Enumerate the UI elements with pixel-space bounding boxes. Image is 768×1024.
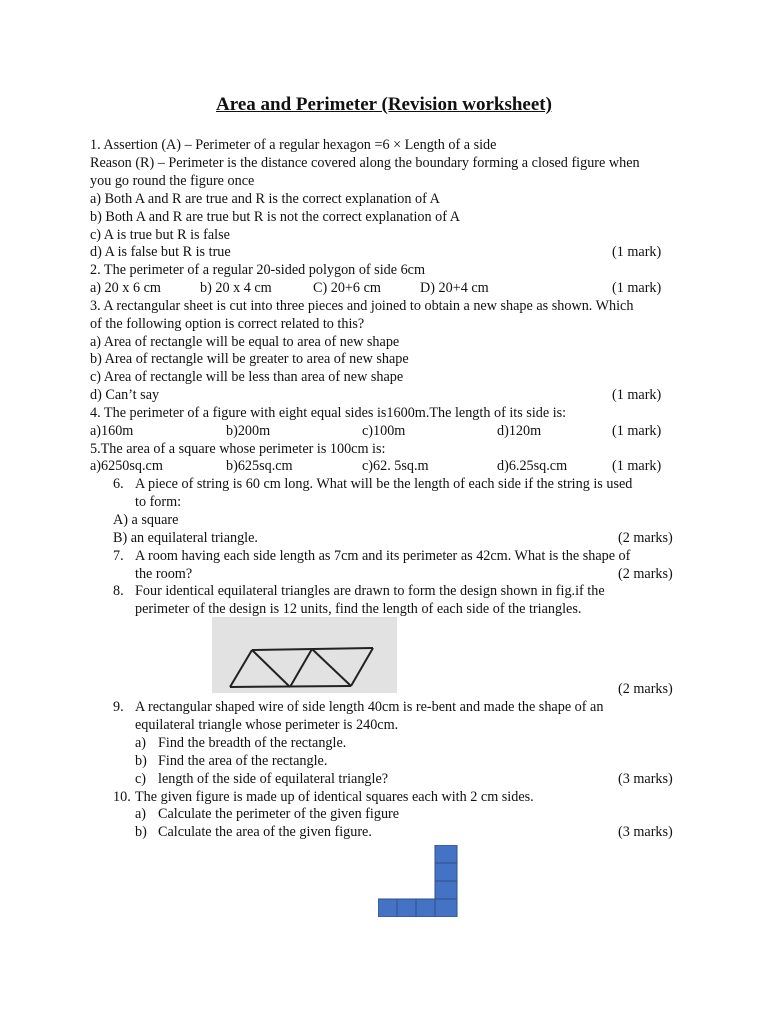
q4-option-c: c)100m — [362, 423, 406, 439]
q8-marks: (2 marks) — [618, 681, 673, 697]
q10-line-1: The given figure is made up of identical squares each with 2 cm sides. — [135, 789, 534, 805]
q9-option-a-label: a) — [135, 735, 147, 751]
q10-square — [435, 863, 457, 881]
q3-line-2: of the following option is correct related to this? — [90, 316, 365, 332]
q10-squares-figure — [378, 845, 458, 917]
q4-option-d: d)120m — [497, 423, 542, 439]
q2-line-1: 2. The perimeter of a regular 20-sided polygon of side 6cm — [90, 262, 426, 278]
q10-option-a: Calculate the perimeter of the given figure — [158, 806, 400, 822]
q10-square — [416, 899, 435, 917]
q1-option-c: c) A is true but R is false — [90, 227, 230, 243]
q10-option-a-label: a) — [135, 806, 147, 822]
q10-marks: (3 marks) — [618, 824, 673, 840]
q10-option-b: Calculate the area of the given figure. — [158, 824, 372, 840]
q3-option-b: b) Area of rectangle will be greater to area of new shape — [90, 351, 409, 367]
q10-square — [435, 845, 457, 863]
q8-line-2: perimeter of the design is 12 units, find the length of each side of the triangles. — [135, 601, 582, 617]
q3-option-d: d) Can’t say — [90, 387, 160, 403]
q8-design-left-edge — [230, 650, 252, 687]
q10-number: 10. — [113, 789, 131, 805]
q9-option-b-label: b) — [135, 753, 147, 769]
q5-option-b: b)625sq.cm — [226, 458, 293, 474]
q1-line-3: you go round the figure once — [90, 173, 255, 189]
q2-marks: (1 mark) — [612, 280, 662, 296]
q8-design-right-edge — [351, 648, 373, 686]
q7-line-2: the room? — [135, 566, 193, 582]
q6-line-2: to form: — [135, 494, 182, 510]
q2-option-d: D) 20+4 cm — [420, 280, 489, 296]
page-title: Area and Perimeter (Revision worksheet) — [216, 94, 552, 115]
q6-line-1: A piece of string is 60 cm long. What will be the length of each side if the string is used — [135, 476, 633, 492]
q9-option-b: Find the area of the rectangle. — [158, 753, 328, 769]
q3-marks: (1 mark) — [612, 387, 662, 403]
q4-marks: (1 mark) — [612, 423, 662, 439]
q1-marks: (1 mark) — [612, 244, 662, 260]
q5-line-1: 5.The area of a square whose perimeter is 100cm is: — [90, 441, 386, 457]
q8-design-diagonal-3 — [312, 649, 351, 686]
q10-squares-drawing — [378, 845, 458, 917]
q2-option-c: C) 20+6 cm — [313, 280, 381, 296]
q1-option-d: d) A is false but R is true — [90, 244, 231, 260]
q10-option-b-label: b) — [135, 824, 147, 840]
q8-design-diagonal-2 — [290, 649, 312, 687]
q6-number: 6. — [113, 476, 124, 492]
q1-option-b: b) Both A and R are true but R is not the correct explanation of A — [90, 209, 460, 225]
q7-marks: (2 marks) — [618, 566, 673, 582]
q1-line-1: 1. Assertion (A) – Perimeter of a regular hexagon =6 × Length of a side — [90, 137, 497, 153]
q4-option-a: a)160m — [90, 423, 134, 439]
q7-line-1: A room having each side length as 7cm and its perimeter as 42cm. What is the shape of — [135, 548, 631, 564]
q9-line-2: equilateral triangle whose perimeter is 240cm. — [135, 717, 399, 733]
q9-marks: (3 marks) — [618, 771, 673, 787]
q10-square — [397, 899, 416, 917]
q4-line-1: 4. The perimeter of a figure with eight equal sides is1600m.The length of its side is: — [90, 405, 567, 421]
q10-square — [435, 899, 457, 917]
q8-design-diagonal-1 — [252, 650, 290, 687]
q9-option-a: Find the breadth of the rectangle. — [158, 735, 347, 751]
q8-triangle-design-drawing — [212, 617, 397, 693]
q3-option-a: a) Area of rectangle will be equal to area of new shape — [90, 334, 400, 350]
q5-option-a: a)6250sq.cm — [90, 458, 163, 474]
q8-line-1: Four identical equilateral triangles are drawn to form the design shown in fig.if the — [135, 583, 605, 599]
q2-option-a: a) 20 x 6 cm — [90, 280, 161, 296]
q8-triangle-design-figure — [212, 617, 397, 693]
q9-option-c: length of the side of equilateral triangle? — [158, 771, 389, 787]
q6-option-a: A) a square — [113, 512, 179, 528]
q10-square — [378, 899, 397, 917]
q9-number: 9. — [113, 699, 124, 715]
q5-option-d: d)6.25sq.cm — [497, 458, 568, 474]
q4-option-b: b)200m — [226, 423, 271, 439]
q3-option-c: c) Area of rectangle will be less than area of new shape — [90, 369, 404, 385]
q1-option-a: a) Both A and R are true and R is the correct explanation of A — [90, 191, 440, 207]
q9-option-c-label: c) — [135, 771, 147, 787]
q6-option-b: B) an equilateral triangle. — [113, 530, 258, 546]
q2-option-b: b) 20 x 4 cm — [200, 280, 272, 296]
q10-square — [435, 881, 457, 899]
q6-marks: (2 marks) — [618, 530, 673, 546]
q5-option-c: c)62. 5sq.m — [362, 458, 429, 474]
q9-line-1: A rectangular shaped wire of side length 40cm is re-bent and made the shape of an — [135, 699, 604, 715]
q3-line-1: 3. A rectangular sheet is cut into three pieces and joined to obtain a new shape as shown. Which — [90, 298, 634, 314]
q8-number: 8. — [113, 583, 124, 599]
q1-line-2: Reason (R) – Perimeter is the distance covered along the boundary forming a closed figure when — [90, 155, 640, 171]
q7-number: 7. — [113, 548, 124, 564]
q5-marks: (1 mark) — [612, 458, 662, 474]
